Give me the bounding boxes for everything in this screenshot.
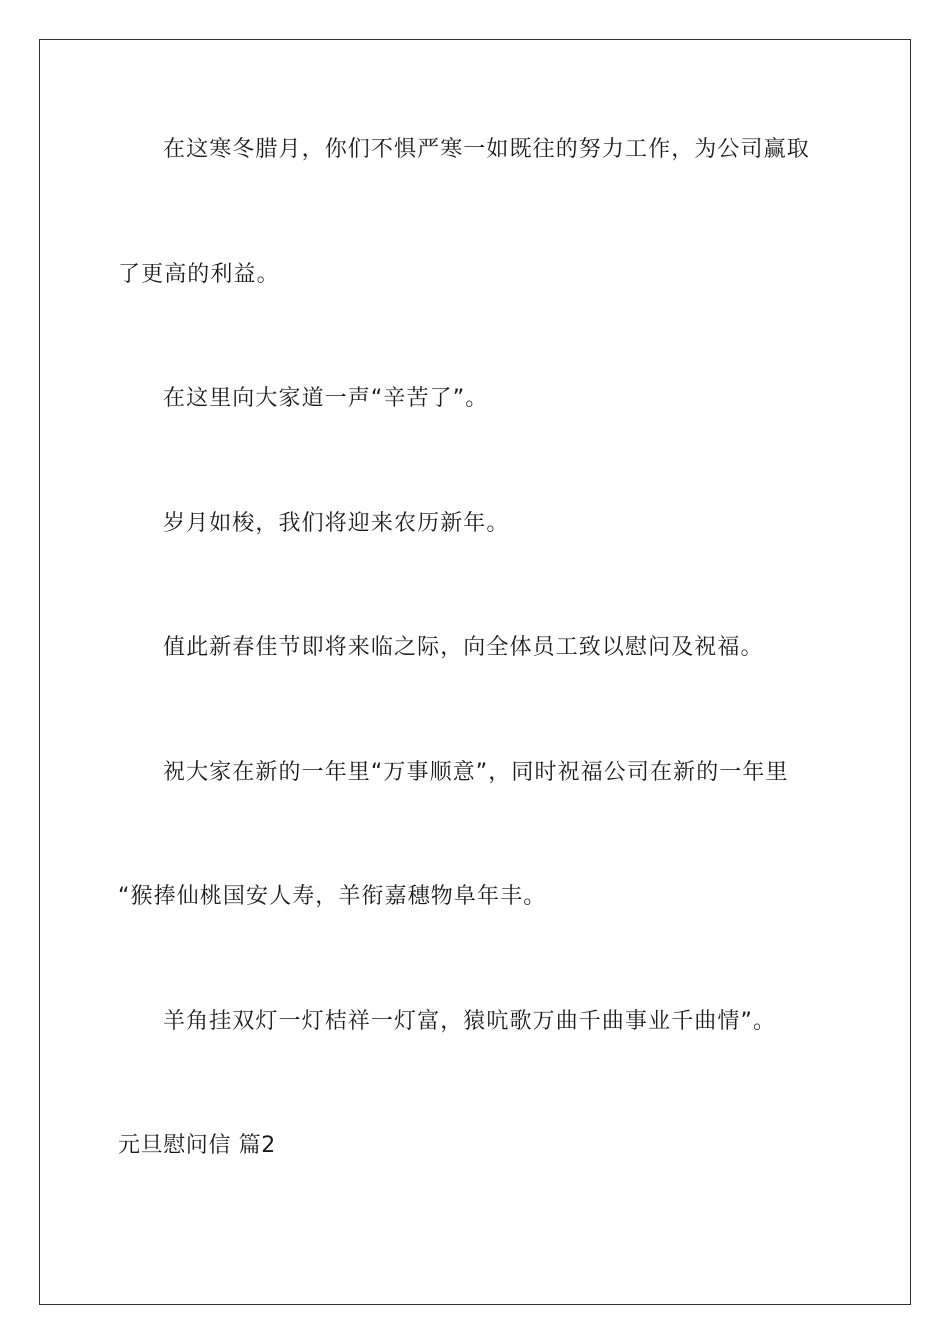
paragraph-line-8: 羊角挂双灯一灯桔祥一灯富，猿吭歌万曲千曲事业千曲情”。 (163, 1009, 777, 1034)
paragraph-line-7: “猴捧仙桃国安人寿，羊衔嘉穗物阜年丰。 (118, 884, 547, 909)
paragraph-line-5: 值此新春佳节即将来临之际，向全体员工致以慰问及祝福。 (163, 635, 764, 660)
paragraph-line-4: 岁月如梭，我们将迎来农历新年。 (163, 511, 510, 536)
paragraph-line-3: 在这里向大家道一声“辛苦了”。 (163, 386, 489, 411)
paragraph-line-6: 祝大家在新的一年里“万事顺意”，同时祝福公司在新的一年里 (163, 760, 789, 785)
paragraph-line-2: 了更高的利益。 (118, 262, 280, 287)
paragraph-line-1: 在这寒冬腊月，你们不惧严寒一如既往的努力工作，为公司赢取 (163, 137, 810, 162)
page-frame (39, 39, 911, 1305)
section-heading: 元旦慰问信 篇2 (118, 1133, 276, 1158)
